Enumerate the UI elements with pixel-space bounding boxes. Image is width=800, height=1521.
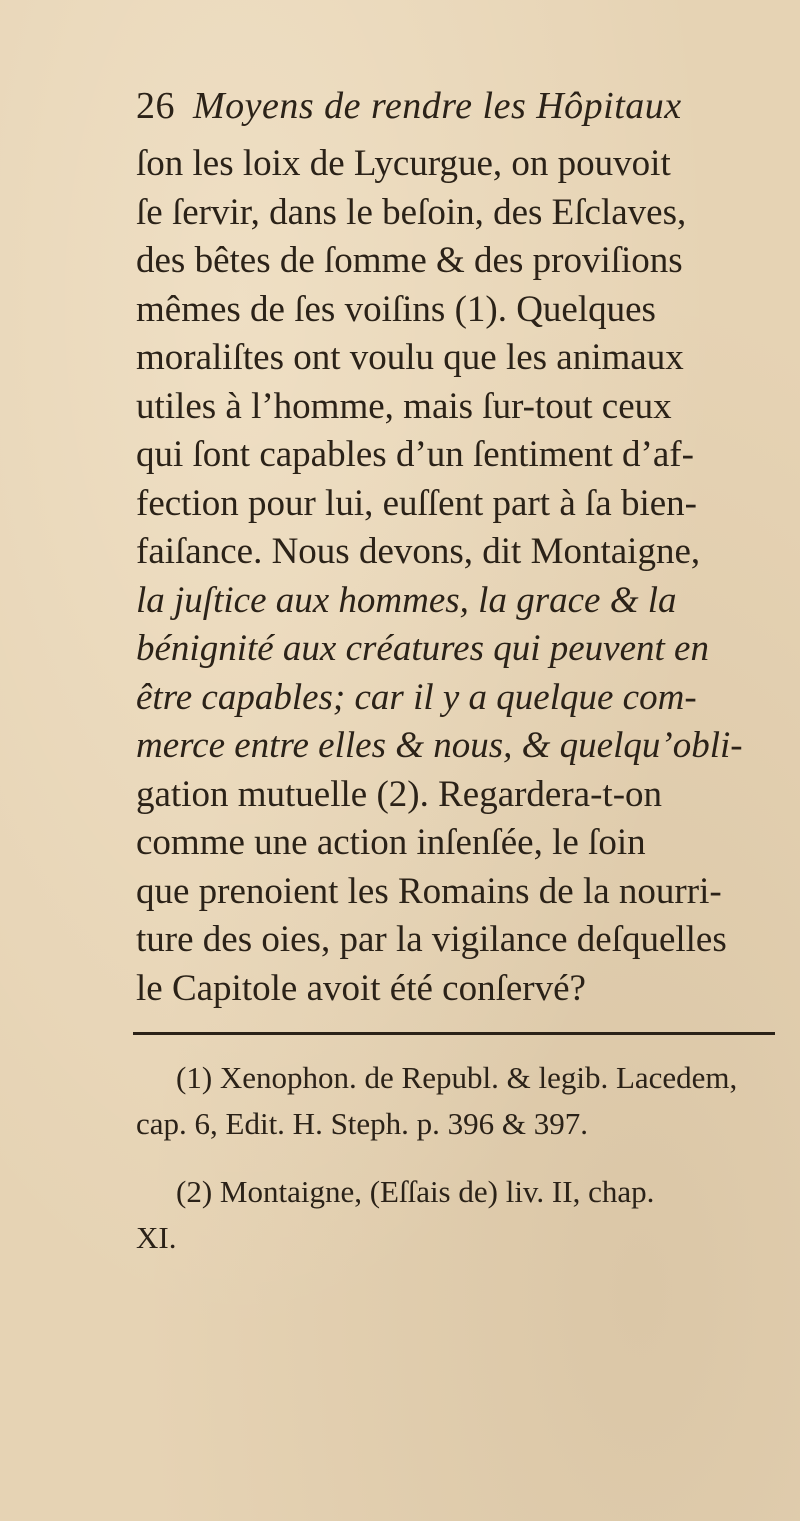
footnotes: [136, 1055, 796, 1261]
text-line: mêmes de ſes voiſins (1). Quelques: [136, 288, 656, 330]
text-line: être capables; car il y a quelque com-: [136, 676, 697, 718]
footnote-gap: [136, 1147, 796, 1169]
text-line: ſon les loix de Lycurgue, on pouvoit: [136, 143, 671, 184]
text-line: fection pour lui, euſſent part à ſa bien-: [136, 482, 697, 524]
text-line: que prenoient les Romains de la nourri-: [136, 870, 722, 912]
text-line: bénignité aux créatures qui peuvent en: [136, 628, 709, 669]
text-line: faiſance. Nous devons, dit Montaigne,: [136, 531, 701, 572]
running-title: Moyens de rendre les Hôpitaux: [193, 85, 682, 127]
footnote-line: (1) Xenophon. de Republ. & legib. Lacedem,: [176, 1060, 738, 1095]
text-line: moraliſtes ont voulu que les animaux: [136, 337, 684, 378]
text-line: gation mutuelle (2). Regardera-t-on: [136, 773, 663, 815]
footnote-line: XI.: [136, 1220, 177, 1255]
page-number: 26: [136, 85, 175, 127]
footnote: [136, 1055, 796, 1147]
text-line: qui ſont capables d’un ſentiment d’af-: [136, 434, 694, 475]
main-text: [136, 140, 776, 1013]
text-line: utiles à l’homme, mais ſur-tout ceux: [136, 385, 672, 427]
footnote-line: (2) Montaigne, (Eſſais de) liv. II, chap.: [176, 1174, 655, 1209]
footnote-divider: [133, 1032, 775, 1035]
text-line: la juſtice aux hommes, la grace & la: [136, 579, 677, 621]
text-line: comme une action inſenſée, le ſoin: [136, 822, 646, 863]
text-line: merce entre elles & nous, & quelqu’obli-: [136, 725, 743, 766]
footnote: [136, 1169, 796, 1261]
text-line: des bêtes de ſomme & des proviſions: [136, 240, 683, 281]
text-line: ſe ſervir, dans le beſoin, des Eſclaves,: [136, 191, 687, 233]
text-line: ture des oies, par la vigilance deſquelles: [136, 919, 727, 960]
text-line: le Capitole avoit été conſervé?: [136, 967, 586, 1009]
page-header: [136, 84, 682, 128]
footnote-line: cap. 6, Edit. H. Steph. p. 396 & 397.: [136, 1106, 589, 1141]
